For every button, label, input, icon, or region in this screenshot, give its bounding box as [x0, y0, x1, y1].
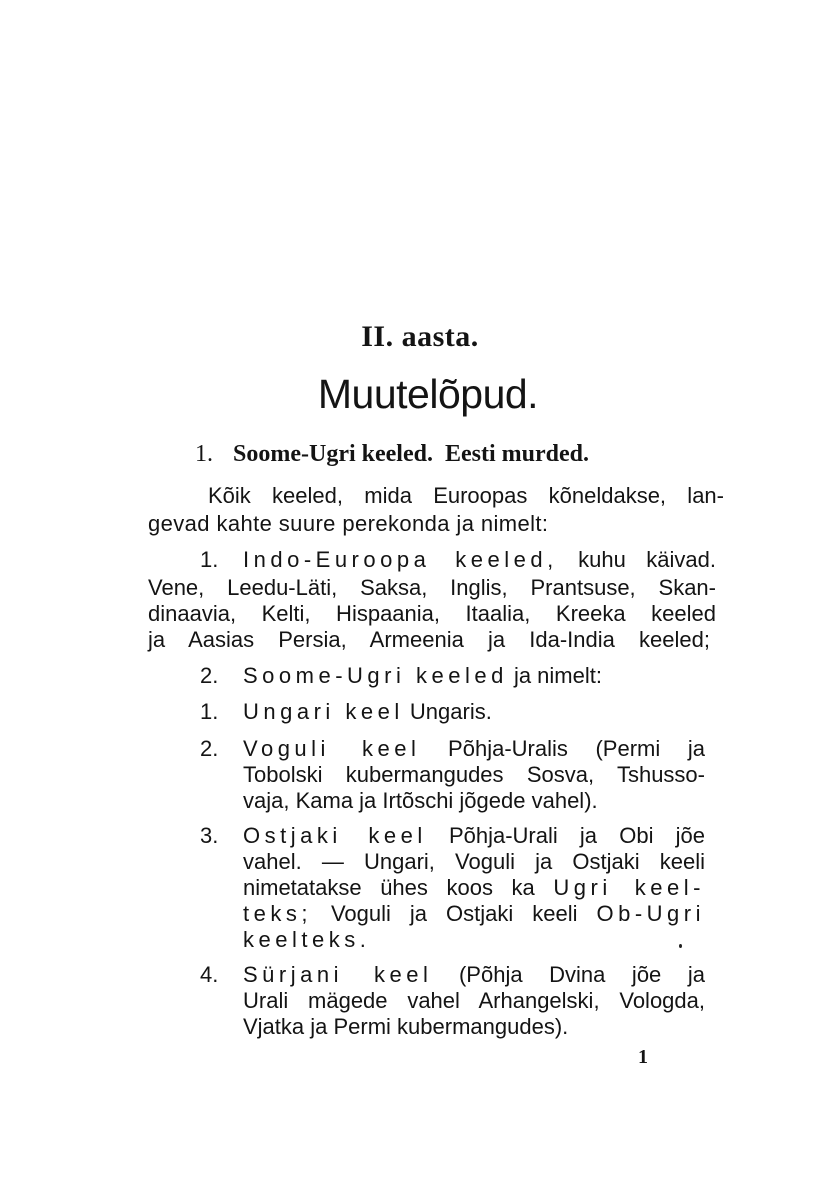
- subitem-4-line-3: Vjatka ja Permi kubermangudes).: [243, 1014, 569, 1039]
- subitem-1-rest: Ungaris.: [409, 699, 492, 724]
- item-1-line-1: [243, 546, 716, 574]
- subitem-3-line-3-text: nimetatakse ühes koos ka: [243, 875, 535, 900]
- section-heading: [195, 441, 589, 468]
- intro-line-2: gevad kahte suure perekonda ja nimelt:: [148, 511, 549, 536]
- subitem-2-line-3: vaja, Kama ja Irtõschi jõgede vahel).: [243, 788, 598, 813]
- item-2-line: [243, 662, 602, 690]
- chapter-title: Muutelõpud.: [317, 371, 539, 417]
- subitem-2-rest: Põhja-Uralis (Permi ja: [448, 736, 705, 761]
- section-number: 1.: [195, 441, 213, 467]
- subitem-3-line-1: [243, 822, 705, 850]
- page-number: 1: [638, 1046, 648, 1068]
- subitem-4-line-1: [243, 961, 705, 989]
- subitem-3-teks-term: teks;: [243, 901, 312, 926]
- subitem-3-line-2: vahel. — Ungari, Voguli ja Ostjaki keeli: [243, 849, 705, 874]
- item-1-line-1-rest: kuhu käivad.: [578, 547, 716, 572]
- subitem-3-ob-ugri-term: Ob-Ugri: [596, 901, 705, 926]
- subitem-4-rest: (Põhja Dvina jõe ja: [458, 962, 705, 987]
- year-heading: II. aasta.: [361, 320, 479, 353]
- item-1-line-3: dinaavia, Kelti, Hispaania, Itaalia, Kreeka keeled: [148, 601, 716, 626]
- subitem-4-number: 4.: [200, 962, 219, 987]
- subitem-2-line-2: Tobolski kubermangudes Sosva, Tshusso-: [243, 762, 705, 787]
- subitem-4-term: Sürjani keel: [243, 962, 433, 987]
- subitem-1-term: Ungari keel: [243, 699, 404, 724]
- subitem-1-number: 1.: [200, 699, 219, 724]
- subitem-4-line-2: Urali mägede vahel Arhangelski, Vologda,: [243, 988, 705, 1013]
- item-1-number: 1.: [200, 547, 219, 572]
- subitem-3-term: Ostjaki keel: [243, 823, 427, 848]
- item-1-term: Indo-Euroopa keeled,: [243, 547, 558, 572]
- subitem-3-line-4-text: Voguli ja Ostjaki keeli: [330, 901, 578, 926]
- print-speck: [679, 944, 682, 948]
- item-2-rest: ja nimelt:: [513, 663, 602, 688]
- item-1-line-4: ja Aasias Persia, Armeenia ja Ida-India keeled;: [148, 627, 710, 652]
- subitem-2-term: Voguli keel: [243, 736, 421, 761]
- subitem-3-line-3: [243, 874, 705, 902]
- item-1-line-2: Vene, Leedu-Läti, Saksa, Inglis, Prantsuse, Skan-: [148, 575, 716, 600]
- section-title: Soome-Ugri keeled. Eesti murded.: [233, 441, 589, 467]
- subitem-3-rest: Põhja-Urali ja Obi jõe: [448, 823, 705, 848]
- subitem-3-number: 3.: [200, 823, 219, 848]
- intro-line-1: Kõik keeled, mida Euroopas kõneldakse, lan-: [208, 483, 724, 508]
- item-2-number: 2.: [200, 663, 219, 688]
- subitem-2-number: 2.: [200, 736, 219, 761]
- subitem-3-line-5: keelteks.: [243, 927, 371, 952]
- subitem-3-ugri-term: Ugri keel-: [553, 875, 705, 900]
- item-2-term: Soome-Ugri keeled: [243, 663, 508, 688]
- subitem-3-line-4: [243, 900, 705, 928]
- subitem-2-line-1: [243, 735, 705, 763]
- subitem-1-line-1: [243, 698, 492, 726]
